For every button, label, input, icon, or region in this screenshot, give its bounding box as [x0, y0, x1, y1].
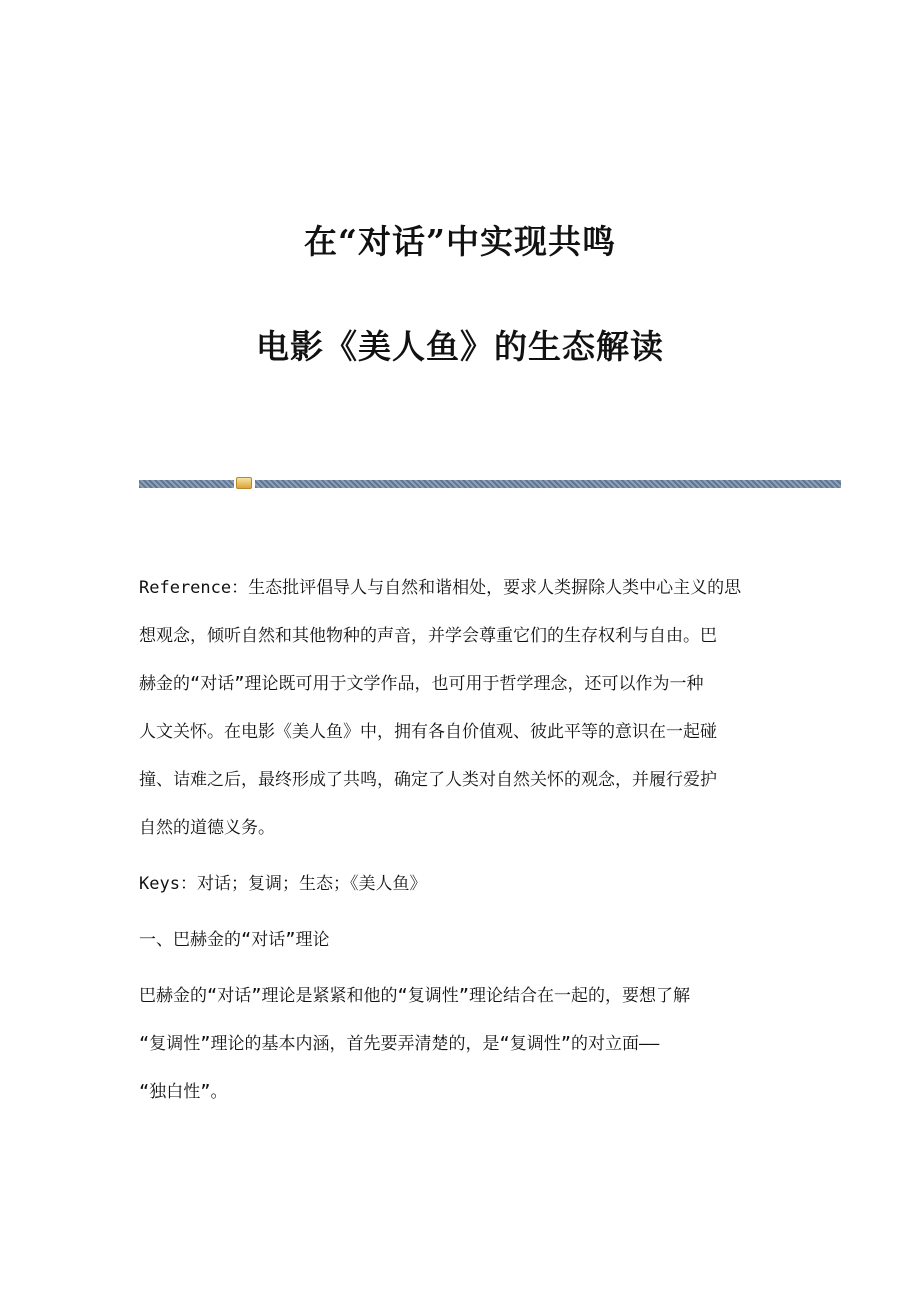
divider-ornament-icon — [236, 477, 252, 489]
section-heading: 一、巴赫金的“对话”理论 — [139, 930, 330, 950]
body-paragraph-line: 巴赫金的“对话”理论是紧紧和他的“复调性”理论结合在一起的，要想了解 — [139, 986, 690, 1006]
document-subtitle: 电影《美人鱼》的生态解读 — [256, 327, 664, 366]
abstract-line: 赫金的“对话”理论既可用于文学作品，也可用于哲学理念，还可以作为一种 — [139, 674, 704, 694]
abstract-line: 想观念，倾听自然和其他物种的声音，并学会尊重它们的生存权利与自由。巴 — [139, 626, 717, 646]
abstract-line: 自然的道德义务。 — [139, 818, 275, 838]
abstract-line: 人文关怀。在电影《美人鱼》中，拥有各自价值观、彼此平等的意识在一起碰 — [139, 722, 717, 742]
abstract-line: Reference：生态批评倡导人与自然和谐相处，要求人类摒除人类中心主义的思 — [139, 578, 742, 598]
keywords: Keys：对话；复调；生态；《美人鱼》 — [139, 874, 427, 894]
body-paragraph-line: “独白性”。 — [139, 1082, 228, 1102]
divider-left — [139, 480, 234, 488]
document-title: 在“对话”中实现共鸣 — [304, 222, 616, 261]
abstract-line: 撞、诘难之后，最终形成了共鸣，确定了人类对自然关怀的观念，并履行爱护 — [139, 770, 717, 790]
divider-right — [255, 480, 841, 488]
body-paragraph-line: “复调性”理论的基本内涵，首先要弄清楚的，是“复调性”的对立面—— — [139, 1034, 660, 1054]
